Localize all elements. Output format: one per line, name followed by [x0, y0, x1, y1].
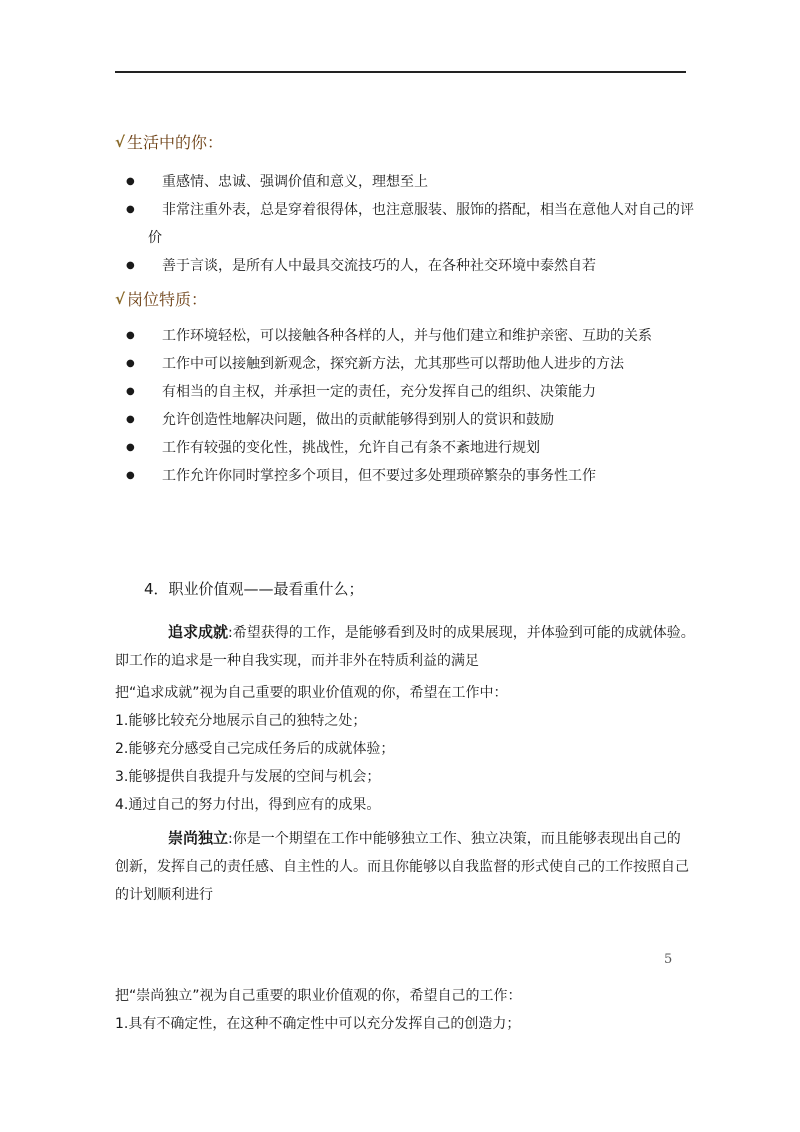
independence-point: 1.具有不确定性，在这种不确定性中可以充分发挥自己的创造力；: [115, 1016, 521, 1032]
independence-paragraph: 崇尚独立:你是一个期望在工作中能够独立工作、独立决策，而且能够表现出自己的 创新，发挥自己的责任感、自主性的人。而且你能够以自我监督的形式使自己的工作按照自己 的计划顺利进行: [115, 829, 689, 903]
job-heading: [115, 287, 207, 310]
bullet-icon: ●: [126, 442, 135, 453]
checkmark-icon: √: [115, 132, 126, 151]
page-number: 5: [664, 952, 673, 967]
list-item: ● 善于言谈，是所有人中最具交流技巧的人，在各种社交环境中泰然自若: [115, 252, 700, 280]
list-item: ● 工作环境轻松，可以接触各种各样的人，并与他们建立和维护亲密、互助的关系: [115, 322, 700, 350]
bullet-icon: ●: [126, 358, 135, 369]
achievement-point: 4.通过自己的努力付出，得到应有的成果。: [115, 797, 381, 813]
checkmark-icon: √: [115, 289, 126, 308]
job-list: [115, 322, 700, 490]
life-heading-text: 生活中的你：: [127, 133, 224, 152]
life-heading: [115, 130, 223, 153]
life-list: [115, 168, 700, 280]
list-item: ● 工作中可以接触到新观念，探究新方法，尤其那些可以帮助他人进步的方法: [115, 350, 700, 378]
bullet-icon: ●: [126, 414, 135, 425]
achievement-point: 1.能够比较充分地展示自己的独特之处；: [115, 713, 367, 729]
independence-lead: 把“崇尚独立”视为自己重要的职业价值观的你，希望自己的工作：: [115, 988, 522, 1004]
section-title: 4．职业价值观——最看重什么；: [144, 580, 364, 598]
bullet-icon: ●: [126, 470, 135, 481]
list-item: ● 有相当的自主权，并承担一定的责任，充分发挥自己的组织、决策能力: [115, 378, 700, 406]
achievement-lead: 把“追求成就”视为自己重要的职业价值观的你，希望在工作中：: [115, 685, 508, 701]
list-item: ● 非常注重外表，总是穿着很得体，也注意服装、服饰的搭配，相当在意他人对自己的评 价: [115, 196, 700, 252]
achievement-term: 追求成就: [168, 623, 229, 641]
list-item: ● 工作允许你同时掌控多个项目，但不要过多处理琐碎繁杂的事务性工作: [115, 462, 700, 490]
independence-term: 崇尚独立: [168, 829, 229, 847]
bullet-icon: ●: [126, 330, 135, 341]
achievement-point: 3.能够提供自我提升与发展的空间与机会；: [115, 769, 381, 785]
achievement-paragraph: 追求成就:希望获得的工作，是能够看到及时的成果展现，并体验到可能的成就体验。 即工作的追求是一种自我实现，而并非外在特质利益的满足: [115, 623, 695, 669]
job-heading-text: 岗位特质：: [127, 290, 208, 309]
bullet-icon: ●: [126, 176, 135, 187]
bullet-icon: ●: [126, 204, 135, 215]
list-item: ● 允许创造性地解决问题，做出的贡献能够得到别人的赏识和鼓励: [115, 406, 700, 434]
bullet-icon: ●: [126, 260, 135, 271]
bullet-icon: ●: [126, 386, 135, 397]
header-rule: [115, 71, 686, 73]
list-item: ● 重感情、忠诚、强调价值和意义，理想至上: [115, 168, 700, 196]
achievement-point: 2.能够充分感受自己完成任务后的成就体验；: [115, 741, 395, 757]
list-item: ● 工作有较强的变化性，挑战性，允许自己有条不紊地进行规划: [115, 434, 700, 462]
